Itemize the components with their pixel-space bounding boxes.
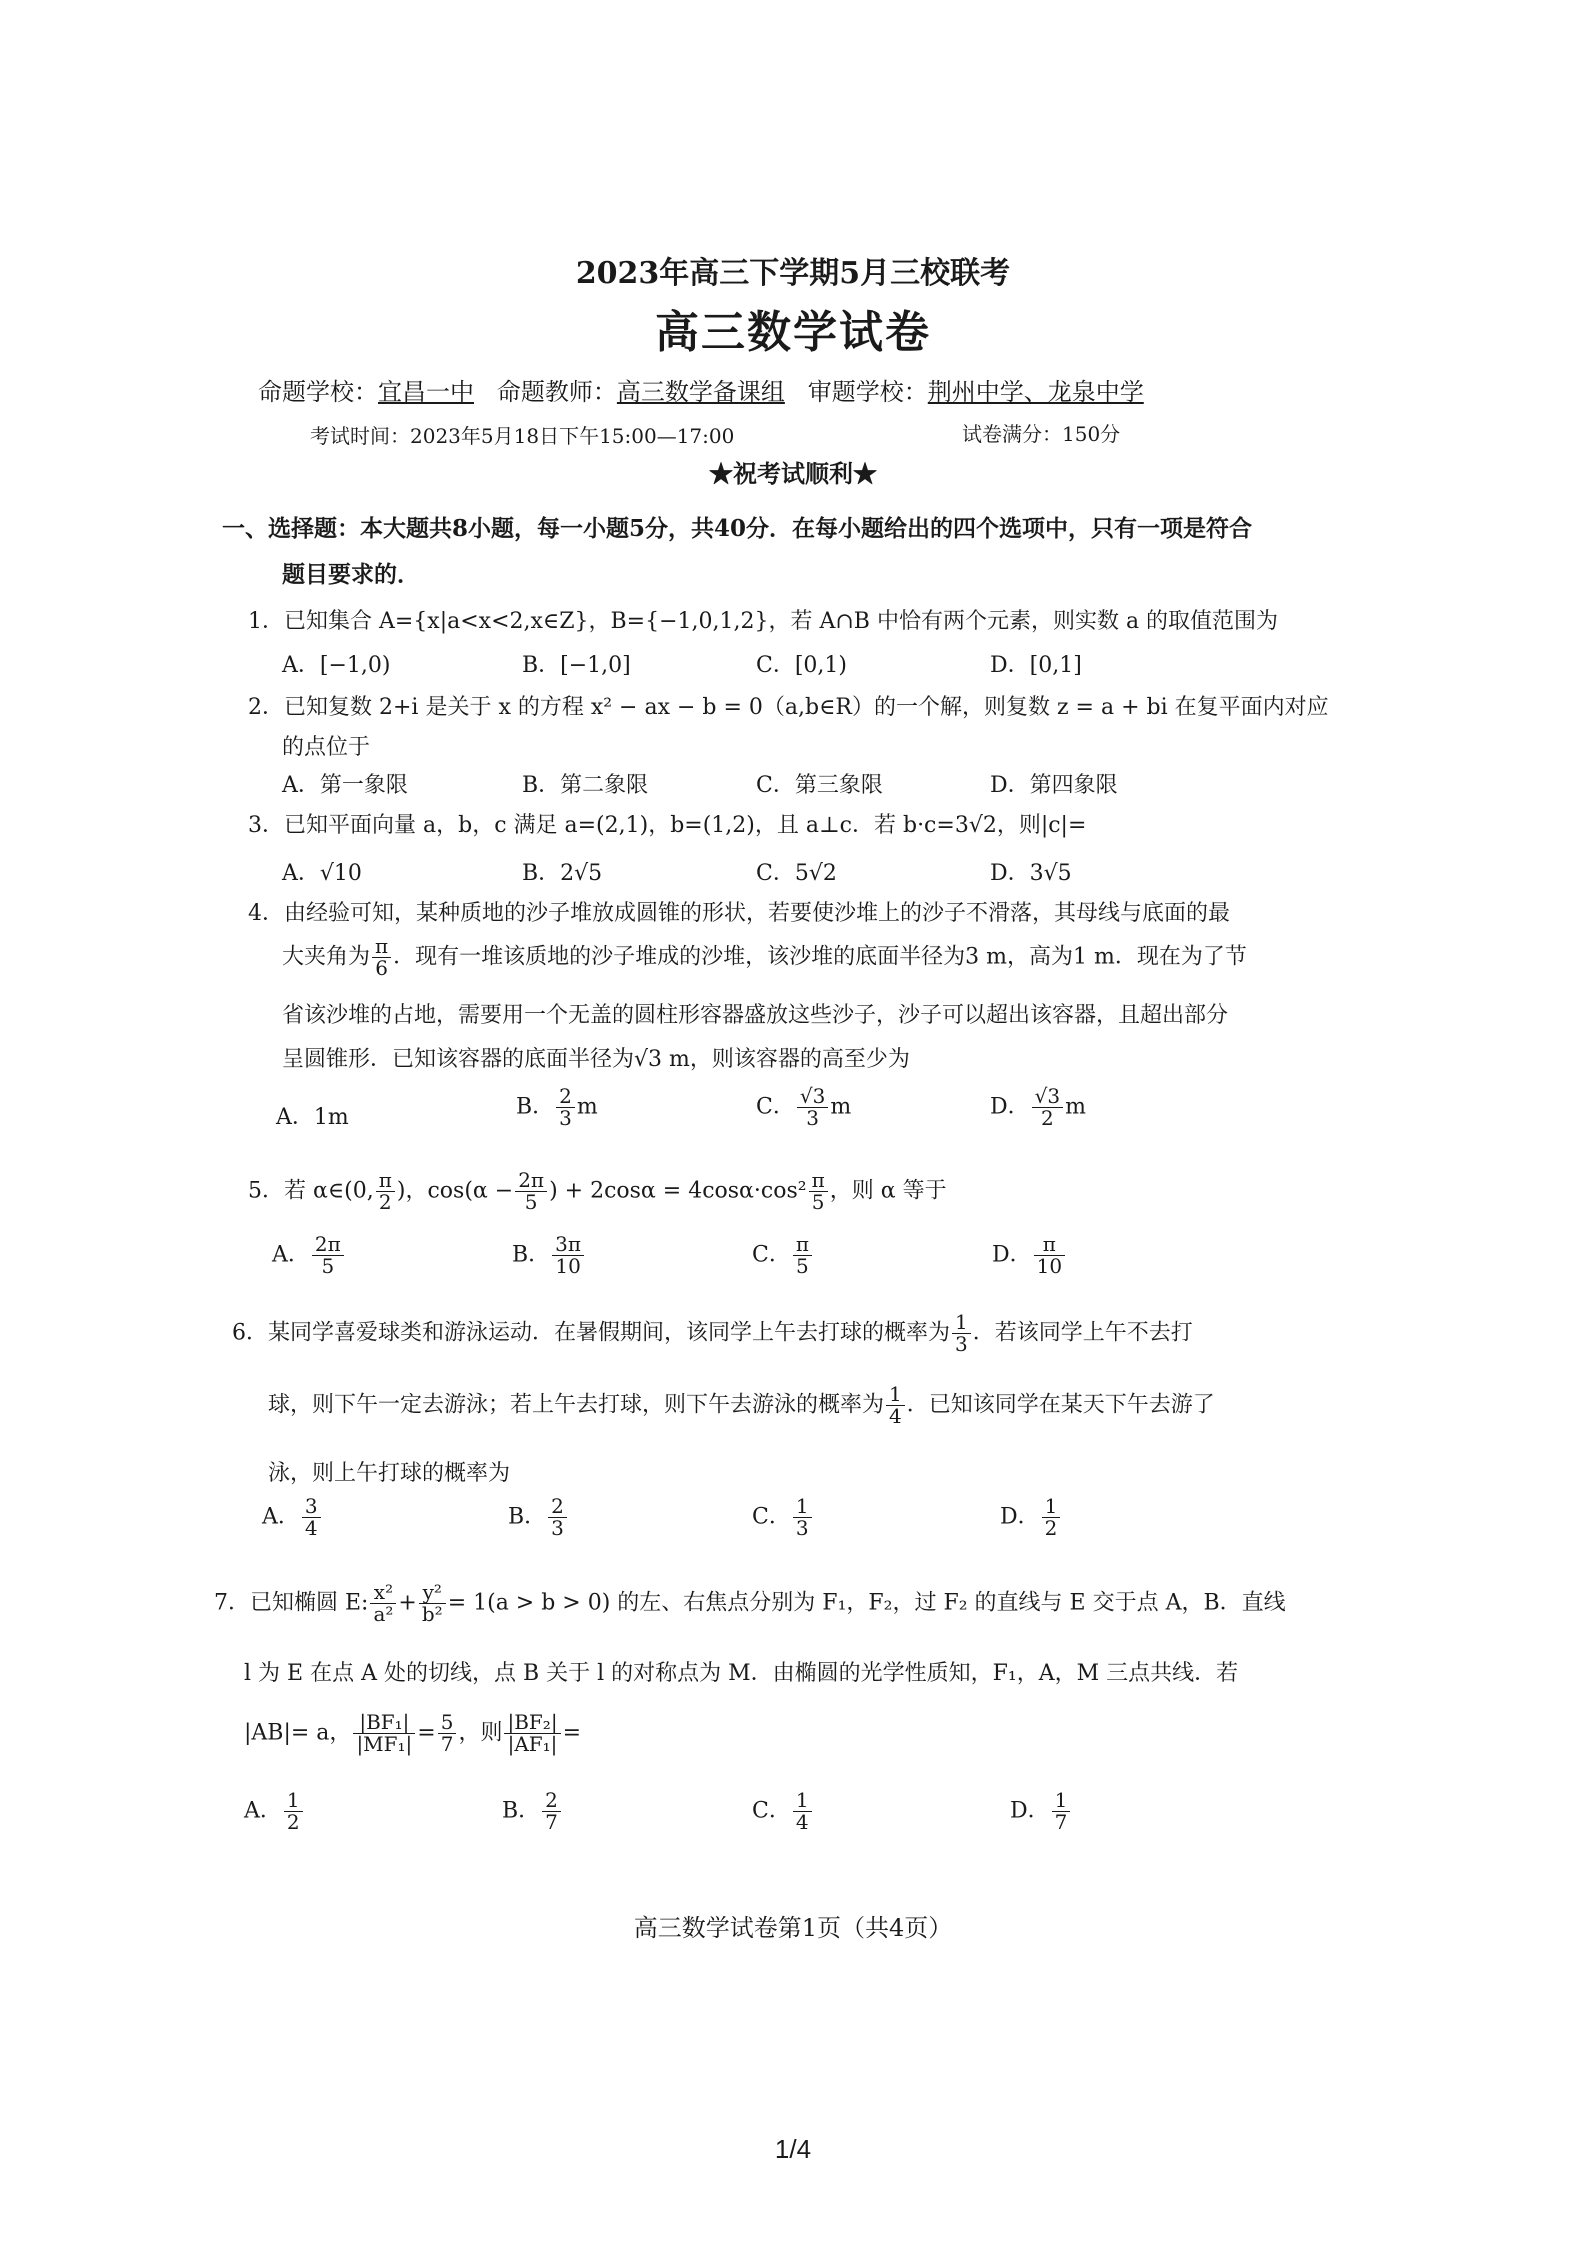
q2-option-c: C．第三象限 (756, 773, 883, 798)
proposer-teacher-label: 命题教师： (496, 378, 617, 406)
proposer-school-label: 命题学校： (258, 378, 378, 406)
section-heading: 一、选择题：本大题共8小题，每一小题5分，共40分．在每小题给出的四个选项中，只有一项是符合 (222, 515, 1253, 542)
question-7-stem-line3: |AB|= a， $\frac{\text{|BF₁|}}{\text{|MF₁|}}$ = $\frac{5}{7}$ ，则 $\frac{\text{|BF₂|}}{\text{|AF₁|}}$ = (244, 1710, 581, 1756)
question-2-stem: 2．已知复数 2+i 是关于 x 的方程 x² − ax − b = 0（a,b∈R）的一个解，则复数 z = a + bi 在复平面内对应 (248, 695, 1329, 720)
q2-option-a: A．第一象限 (282, 773, 408, 798)
exam-time: 考试时间：2023年5月18日下午15:00—17:00 (310, 424, 735, 448)
q7-option-b: B． $\frac{2}{7}$ (502, 1790, 563, 1833)
q5-option-c: C． $\frac{\pi}{5}$ (752, 1234, 814, 1277)
proposer-info (258, 372, 1144, 407)
pdf-page-number: 1/4 (774, 2134, 812, 2164)
fraction: $\frac{\pi}{6}$ (372, 936, 391, 979)
q3-option-c: C．5√2 (756, 861, 837, 886)
q4-option-c: C． $\frac{√3}{3}$ m (756, 1084, 852, 1130)
question-7-stem-line2: l 为 E 在点 A 处的切线，点 B 关于 l 的对称点为 M．由椭圆的光学性质知，F₁，A，M 三点共线．若 (244, 1661, 1239, 1686)
question-4-stem: 4．由经验可知，某种质地的沙子堆放成圆锥的形状，若要使沙堆上的沙子不滑落，其母线与底面的最 (248, 901, 1231, 926)
q2-option-d: D．第四象限 (990, 773, 1118, 798)
q4-option-b: B． $\frac{2}{3}$ m (516, 1084, 598, 1130)
page-footer: 高三数学试卷第1页（共4页） (633, 1914, 953, 1942)
reviewer-school-label: 审题学校： (807, 378, 928, 406)
q1-option-a: A．[−1,0) (282, 653, 391, 678)
proposer-teacher: 高三数学备课组 (616, 378, 785, 406)
q4-option-d: D． $\frac{√3}{2}$ m (990, 1084, 1086, 1130)
q5-option-b: B． $\frac{3\pi}{10}$ (512, 1234, 586, 1277)
q6-option-d: D． $\frac{1}{2}$ (1000, 1496, 1062, 1539)
q3-option-d: D．3√5 (990, 861, 1072, 886)
question-6-stem: 6．某同学喜爱球类和游泳运动．在暑假期间，该同学上午去打球的概率为 $\frac{1}{3}$ ．若该同学上午不去打 (232, 1310, 1193, 1356)
question-3-stem: 3．已知平面向量 a，b，c 满足 a=(2,1)，b=(1,2)，且 a⊥c．若 b·c=3√2，则|c|= (248, 813, 1087, 838)
q2-option-b: B．第二象限 (522, 773, 649, 798)
q4-option-a: A．1m (276, 1105, 349, 1130)
question-7-stem: 7．已知椭圆 E: $\frac{\text{x²}}{\text{a²}}$ + $\frac{\text{y²}}{\text{b²}}$ = 1(a > b > 0) 的左、右焦点分别为 F₁，F₂，过 F₂ 的直线与 E 交于点 A，B．直线 (214, 1580, 1286, 1626)
q6-option-a: A． $\frac{3}{4}$ (262, 1496, 323, 1539)
q5-option-a: A． $\frac{2\pi}{5}$ (272, 1234, 346, 1277)
q7-option-c: C． $\frac{1}{4}$ (752, 1790, 814, 1833)
q1-option-d: D．[0,1] (990, 653, 1082, 678)
question-4-stem-line2: 大夹角为 $\frac{\pi}{6}$ ．现有一堆该质地的沙子堆成的沙堆，该沙堆的底面半径为3 m，高为1 m．现在为了节 (282, 934, 1247, 980)
q1-option-c: C．[0,1) (756, 653, 847, 678)
paper-subtitle: 高三数学试卷 (655, 307, 931, 358)
question-2-stem-cont: 的点位于 (282, 735, 371, 760)
q3-option-b: B．2√5 (522, 861, 603, 886)
q6-option-c: C． $\frac{1}{3}$ (752, 1496, 814, 1539)
question-6-stem-line2: 球，则下午一定去游泳；若上午去打球，则下午去游泳的概率为 $\frac{1}{4}$ ．已知该同学在某天下午去游了 (268, 1382, 1215, 1428)
q6-option-b: B． $\frac{2}{3}$ (508, 1496, 569, 1539)
question-5-stem: 5．若 α∈(0, $\frac{\pi}{2}$ )，cos(α − $\frac{2\pi}{5}$ ) + 2cosα = 4cosα·cos² $\frac{\pi}{5}$ ，则 α 等于 (248, 1168, 947, 1214)
full-score: 试卷满分：150分 (962, 422, 1121, 446)
q7-option-a: A． $\frac{1}{2}$ (244, 1790, 305, 1833)
q1-option-b: B．[−1,0] (522, 653, 631, 678)
question-4-stem-line4: 呈圆锥形．已知该容器的底面半径为√3 m，则该容器的高至少为 (282, 1047, 910, 1072)
q5-option-d: D． $\frac{\pi}{10}$ (992, 1234, 1067, 1277)
section-heading-cont: 题目要求的． (282, 561, 420, 588)
q3-option-a: A．√10 (282, 861, 362, 886)
q7-option-d: D． $\frac{1}{7}$ (1010, 1790, 1072, 1833)
proposer-school: 宜昌一中 (378, 378, 474, 406)
good-luck-banner: ★祝考试顺利★ (709, 459, 877, 488)
question-6-stem-line3: 泳，则上午打球的概率为 (268, 1461, 511, 1486)
reviewer-school: 荆州中学、龙泉中学 (927, 378, 1144, 406)
exam-title: 2023年高三下学期5月三校联考 (575, 256, 1011, 291)
question-4-stem-line3: 省该沙堆的占地，需要用一个无盖的圆柱形容器盛放这些沙子，沙子可以超出该容器，且超出部分 (282, 1003, 1229, 1028)
question-1-stem: 1．已知集合 A={x|a<x<2,x∈Z}，B={−1,0,1,2}，若 A∩B 中恰有两个元素，则实数 a 的取值范围为 (248, 609, 1279, 634)
